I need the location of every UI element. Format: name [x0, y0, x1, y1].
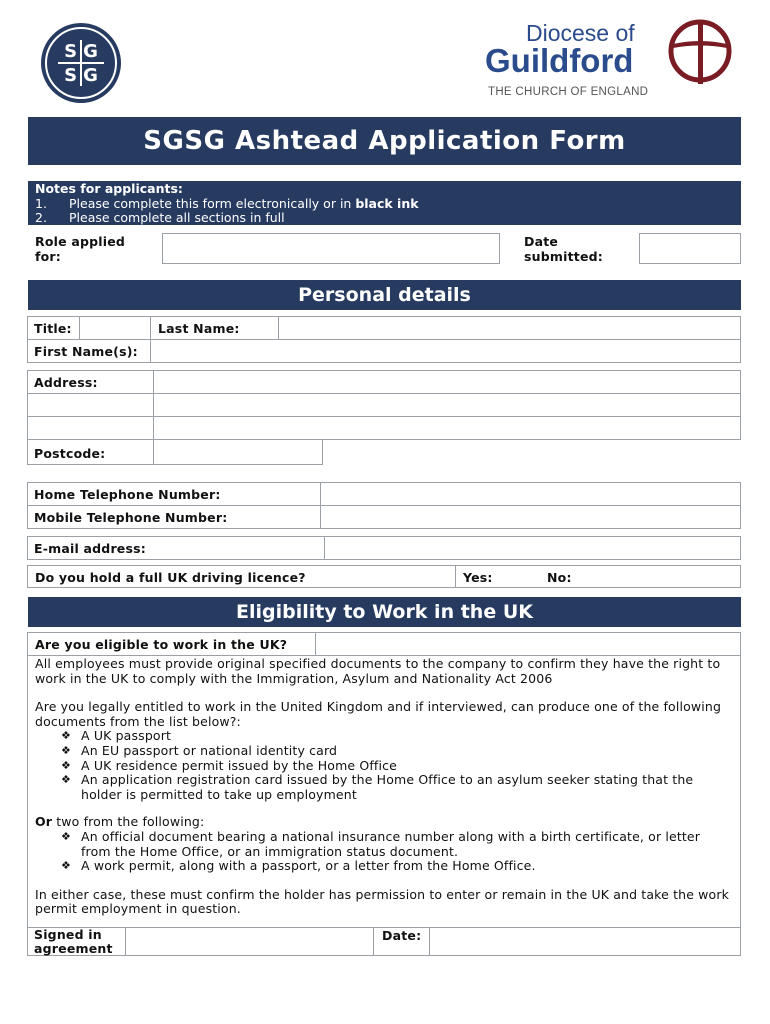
- signed-label: Signed in agreement: [34, 927, 113, 956]
- eligibility-or-line: [35, 815, 732, 830]
- first-name-input[interactable]: [150, 339, 741, 363]
- notes-heading: Notes for applicants:: [35, 181, 183, 196]
- postcode-label: Postcode:: [34, 446, 106, 461]
- eligible-question: Are you eligible to work in the UK?: [35, 637, 288, 652]
- address-label-cell-3: [27, 416, 154, 440]
- sign-date-input[interactable]: [429, 927, 741, 956]
- form-title: SGSG Ashtead Application Form: [28, 117, 741, 165]
- diocese-line-2: Guildford: [485, 42, 634, 79]
- list-item: ❖ A UK residence permit issued by the Home Office: [61, 759, 732, 774]
- licence-answer-cell: [455, 565, 741, 588]
- sgsg-logo: [38, 22, 124, 104]
- list-item: ❖ A work permit, along with a passport, or a letter from the Home Office.: [61, 859, 732, 874]
- postcode-input[interactable]: [153, 439, 323, 465]
- date-submitted-label: Date submitted:: [524, 234, 603, 264]
- eligible-answer-input[interactable]: [315, 632, 741, 656]
- address-label-cell-2: [27, 393, 154, 417]
- address-line-3-input[interactable]: [153, 416, 741, 440]
- list-item: ❖ An EU passport or national identity card: [61, 744, 732, 759]
- sgsg-monogram-bottom: SG: [64, 65, 104, 86]
- mobile-tel-input[interactable]: [320, 505, 741, 529]
- signature-input[interactable]: [125, 927, 374, 956]
- list-item: ❖ An official document bearing a national insurance number along with a birth certificate, or letter from the Home Office, or an immigration status document.: [61, 830, 732, 859]
- home-tel-label: Home Telephone Number:: [34, 487, 221, 502]
- notes-item-1-num: 1.: [35, 195, 47, 211]
- notes-box: [28, 181, 741, 225]
- first-name-label: First Name(s):: [34, 344, 138, 359]
- eligibility-para-2: Are you legally entitled to work in the United Kingdom and if interviewed, can produce one of the following documents from the list below?:: [35, 699, 722, 729]
- role-label: Role applied for:: [35, 234, 126, 264]
- email-input[interactable]: [324, 536, 741, 560]
- document-list-2: [35, 830, 732, 874]
- licence-yes-option[interactable]: Yes:: [463, 570, 493, 585]
- mobile-tel-label: Mobile Telephone Number:: [34, 510, 228, 525]
- notes-item-2: [35, 211, 741, 226]
- list-item: ❖ A UK passport: [61, 729, 732, 744]
- role-input[interactable]: [162, 233, 500, 264]
- list-item: ❖ An application registration card issued by the Home Office to an asylum seeker stating that the holder is permitted to take up employment: [61, 773, 732, 802]
- date-submitted-input[interactable]: [639, 233, 741, 264]
- eligibility-info-box: [27, 655, 741, 928]
- home-tel-input[interactable]: [320, 482, 741, 506]
- title-label: Title:: [34, 321, 72, 336]
- address-line-2-input[interactable]: [153, 393, 741, 417]
- notes-item-2-text: Please complete all sections in full: [69, 210, 285, 225]
- diocese-logo: [480, 18, 742, 104]
- eligibility-para-1: All employees must provide original specified documents to the company to confirm they have the right to work in the UK to comply with the Immigration, Asylum and Nationality Act 2006: [35, 656, 721, 686]
- notes-item-1-bold: black ink: [355, 195, 419, 211]
- eligibility-heading: Eligibility to Work in the UK: [28, 597, 741, 627]
- personal-details-heading: Personal details: [28, 280, 741, 310]
- notes-item-1-text: Please complete this form electronically or in: [69, 195, 356, 211]
- address-label: Address:: [34, 375, 98, 390]
- sign-date-label: Date:: [382, 928, 422, 943]
- licence-question: Do you hold a full UK driving licence?: [35, 570, 306, 585]
- or-bold: Or: [35, 814, 53, 830]
- sgsg-monogram-top: SG: [64, 41, 104, 62]
- diocese-line-3: THE CHURCH OF ENGLAND: [488, 86, 649, 98]
- diocese-line-1: Diocese of: [526, 20, 635, 46]
- notes-item-2-num: 2.: [35, 210, 47, 225]
- address-line-1-input[interactable]: [153, 370, 741, 394]
- email-label: E-mail address:: [34, 541, 146, 556]
- last-name-input[interactable]: [278, 316, 741, 340]
- cross-icon: [667, 18, 733, 86]
- or-rest: two from the following:: [52, 814, 205, 830]
- licence-no-option[interactable]: No:: [547, 570, 572, 585]
- document-list-1: [35, 729, 732, 802]
- last-name-label: Last Name:: [158, 321, 240, 336]
- notes-item-1: [35, 197, 741, 212]
- eligibility-para-3: In either case, these must confirm the holder has permission to enter or remain in the UK and take the work permit employment in question.: [35, 886, 730, 917]
- title-input[interactable]: [79, 316, 151, 340]
